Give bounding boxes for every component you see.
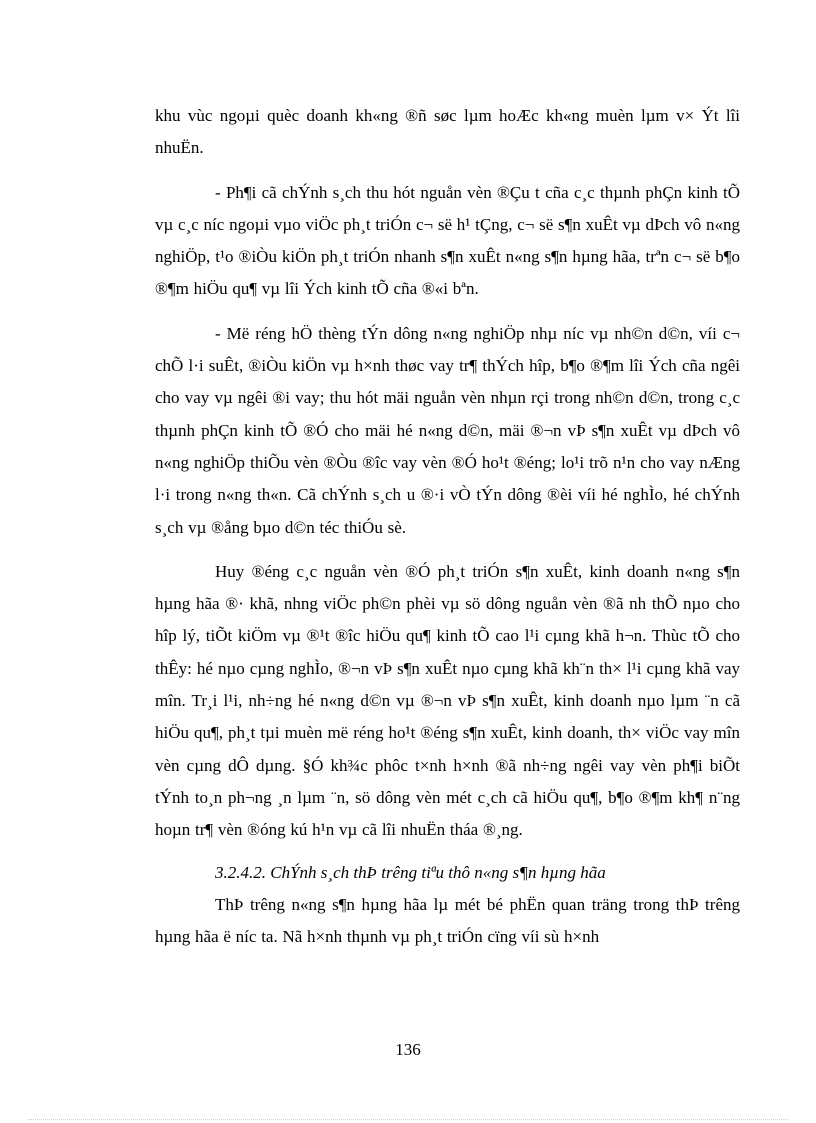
paragraph-credit-system: - Më réng hÖ thèng tÝn dông n«ng nghiÖp nhµ níc vµ nh©n d©n, víi c¬ chÕ l·i suÊt, ®iÒu kiÖn vµ h×nh thøc vay tr¶ thÝch hîp, b¶o ®¶m lîi Ých cña ngêi cho vay vµ ngêi ®i vay; thu hót mäi nguån vèn nhµn rçi trong nh©n d©n, trong c¸c thµnh phÇn kinh tÕ ®Ó cho mäi hé n«ng d©n, mäi ®¬n vÞ s¶n xuÊt vµ dÞch vô n«ng nghiÖp thiÕu vèn ®Òu ®îc vay vèn ®Ó ho¹t ®éng; lo¹i trõ n¹n cho vay nÆng l·i trong n«ng th«n. Cã chÝnh s¸ch u ®·i vÒ tÝn dông ®èi víi hé nghÌo, hé chÝnh s¸ch vµ ®ång bµo d©n téc thiÓu sè.: [155, 323, 740, 537]
page-bottom-divider: [28, 1119, 788, 1120]
paragraph-continuation: khu vùc ngoµi quèc doanh kh«ng ®ñ søc lµm hoÆc kh«ng muèn lµm v× Ýt lîi nhuËn.: [155, 106, 740, 158]
page-number: 136: [395, 1040, 421, 1059]
section-heading: 3.2.4.2. ChÝnh s¸ch thÞ trêng tiªu thô n«ng s¶n hµng hãa: [215, 862, 606, 882]
document-page: [155, 100, 740, 953]
paragraph-market: ThÞ trêng n«ng s¶n hµng hãa lµ mét bé phËn quan träng trong thÞ trêng hµng hãa ë níc ta. Nã h×nh thµnh vµ ph¸t triÓn cïng víi sù h×nh: [155, 894, 740, 947]
paragraph-capital-mobilization: Huy ®éng c¸c nguån vèn ®Ó ph¸t triÓn s¶n xuÊt, kinh doanh n«ng s¶n hµng hãa ®· khã, nhng viÖc ph©n phèi vµ sö dông nguån vèn ®ã nh thÕ nµo cho hîp lý, tiÕt kiÖm vµ ®¹t ®îc hiÖu qu¶ kinh tÕ cao l¹i cµng khã h¬n. Thùc tÕ cho thÊy: hé nµo cµng nghÌo, ®¬n vÞ s¶n xuÊt nµo cµng khã kh¨n th× l¹i cµng khã vay mîn. Tr¸i l¹i, nh÷ng hé n«ng d©n vµ ®¬n vÞ s¶n xuÊt, kinh doanh nµo lµm ¨n cã hiÖu qu¶, ph¸t tµi muèn më réng ho¹t ®éng s¶n xuÊt, kinh doanh, th× viÖc vay mîn vèn cµng dÔ dµng. §Ó kh¾c phôc t×nh h×nh ®ã nh÷ng ngêi vay vèn ph¶i biÕt tÝnh to¸n ph¬ng ¸n lµm ¨n, sö dông vèn mét c¸ch cã hiÖu qu¶, b¶o ®¶m kh¶ n¨ng hoµn tr¶ vèn ®óng kú h¹n vµ cã lîi nhuËn tháa ®¸ng.: [155, 561, 740, 840]
paragraph-investment-policy: - Ph¶i cã chÝnh s¸ch thu hót nguån vèn ®Çu t cña c¸c thµnh phÇn kinh tÕ vµ c¸c níc ngoµi vµo viÖc ph¸t triÓn c¬ së h¹ tÇng, c¬ së s¶n xuÊt vµ dÞch vô n«ng nghiÖp, t¹o ®iÒu kiÖn ph¸t triÓn nhanh s¶n xuÊt n«ng s¶n hµng hãa, trªn c¬ së b¶o ®¶m hiÖu qu¶ vµ lîi Ých kinh tÕ cña ®«i bªn.: [155, 182, 740, 299]
